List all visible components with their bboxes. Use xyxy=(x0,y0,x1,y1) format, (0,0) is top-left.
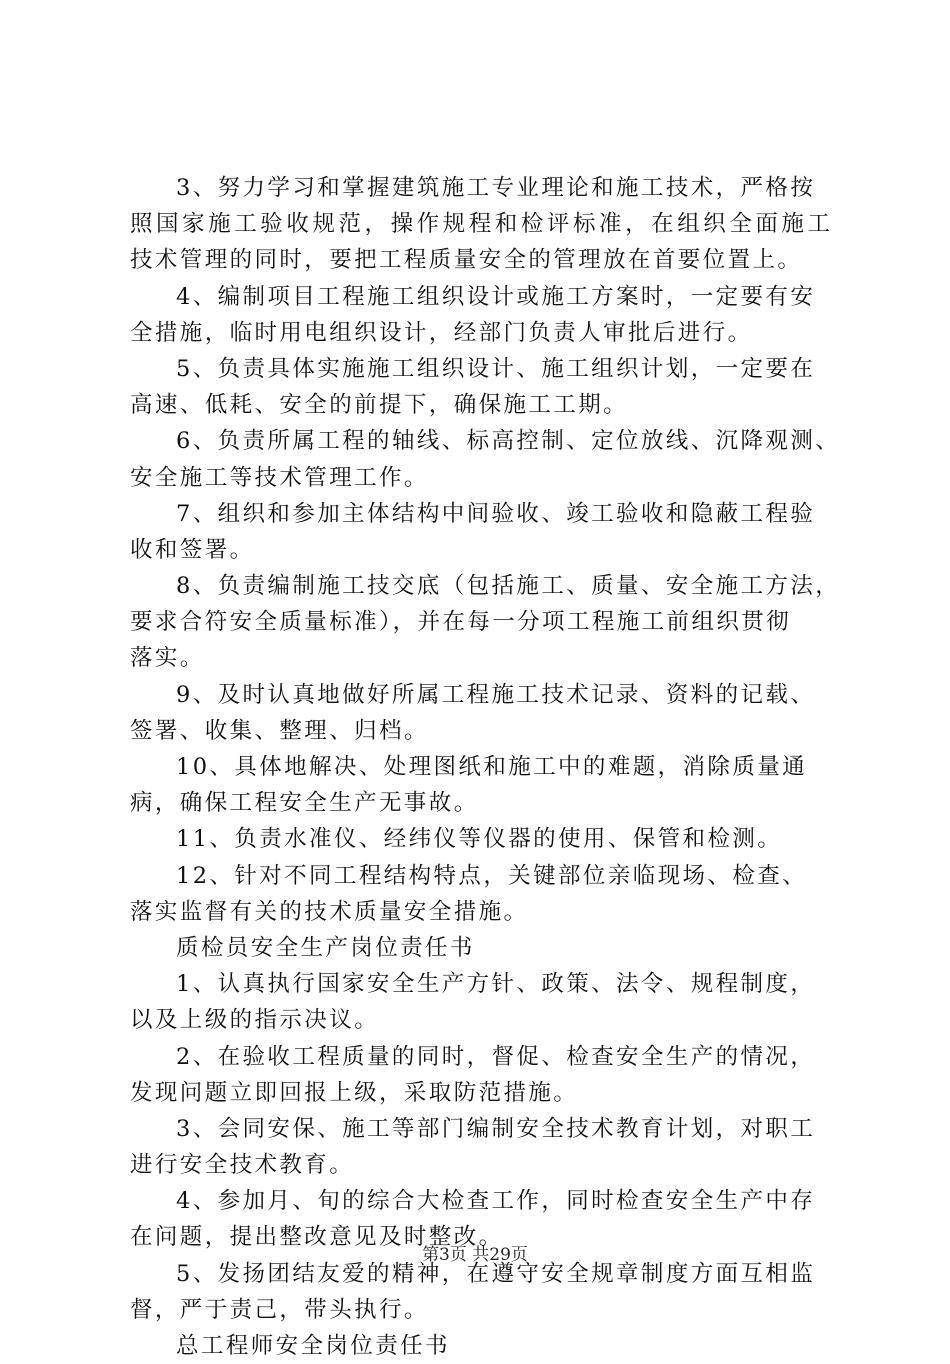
text-line: 落实。 xyxy=(130,645,205,672)
text-line: 全措施，临时用电组织设计，经部门负责人审批后进行。 xyxy=(130,319,753,346)
text-line: 4、参加月、旬的综合大检查工作，同时检查安全生产中存 xyxy=(176,1188,816,1215)
text-line: 2、在验收工程质量的同时，督促、检查安全生产的情况， xyxy=(176,1043,816,1070)
text-line: 7、组织和参加主体结构中间验收、竣工验收和隐蔽工程验 xyxy=(176,500,816,527)
text-line: 1、认真执行国家安全生产方针、政策、法令、规程制度， xyxy=(176,971,816,998)
text-line: 技术管理的同时，要把工程质量安全的管理放在首要位置上。 xyxy=(130,247,803,274)
text-line: 4、编制项目工程施工组织设计或施工方案时，一定要有安 xyxy=(176,283,816,310)
text-line: 5、负责具体实施施工组织设计、施工组织计划，一定要在 xyxy=(176,355,816,382)
page-number-footer: 第3页 共29页 xyxy=(422,1245,528,1265)
text-line: 签署、收集、整理、归档。 xyxy=(130,717,429,744)
text-line: 6、负责所属工程的轴线、标高控制、定位放线、沉降观测、 xyxy=(176,428,841,455)
text-line: 发现问题立即回报上级，采取防范措施。 xyxy=(130,1079,579,1106)
text-line: 以及上级的指示决议。 xyxy=(130,1007,380,1034)
text-line: 10、具体地解决、处理图纸和施工中的难题，消除质量通 xyxy=(176,754,808,780)
text-line: 12、针对不同工程结构特点，关键部位亲临现场、检查、 xyxy=(176,862,808,889)
document-body xyxy=(130,170,841,1364)
text-line: 3、会同安保、施工等部门编制安全技术教育计划，对职工 xyxy=(176,1115,816,1142)
text-line: 8、负责编制施工技交底（包括施工、质量、安全施工方法， xyxy=(176,573,841,600)
text-line: 病，确保工程安全生产无事故。 xyxy=(130,790,479,817)
text-line: 督，严于责己，带头执行。 xyxy=(130,1296,429,1323)
text-line: 照国家施工验收规范，操作规程和检评标准，在组织全面施工 xyxy=(130,211,830,238)
text-line: 11、负责水准仪、经纬仪等仪器的使用、保管和检测。 xyxy=(176,826,783,853)
text-line: 要求合符安全质量标准），并在每一分项工程施工前组织贯彻 xyxy=(130,609,792,636)
text-line: 进行安全技术教育。 xyxy=(130,1152,355,1179)
section-heading: 质检员安全生产岗位责任书 xyxy=(176,934,475,961)
section-heading: 总工程师安全岗位责任书 xyxy=(176,1333,450,1359)
text-line: 9、及时认真地做好所属工程施工技术记录、资料的记载、 xyxy=(176,681,816,708)
text-line: 3、努力学习和掌握建筑施工专业理论和施工技术，严格按 xyxy=(176,175,816,201)
text-line: 5、发扬团结友爱的精神，在遵守安全规章制度方面互相监 xyxy=(176,1260,816,1287)
text-line: 落实监督有关的技术质量安全措施。 xyxy=(130,898,529,925)
text-line: 收和签署。 xyxy=(130,536,255,563)
text-line: 在问题，提出整改意见及时整改。 xyxy=(130,1224,504,1251)
text-line: 高速、低耗、安全的前提下，确保施工工期。 xyxy=(130,392,629,419)
text-line: 安全施工等技术管理工作。 xyxy=(130,464,429,491)
